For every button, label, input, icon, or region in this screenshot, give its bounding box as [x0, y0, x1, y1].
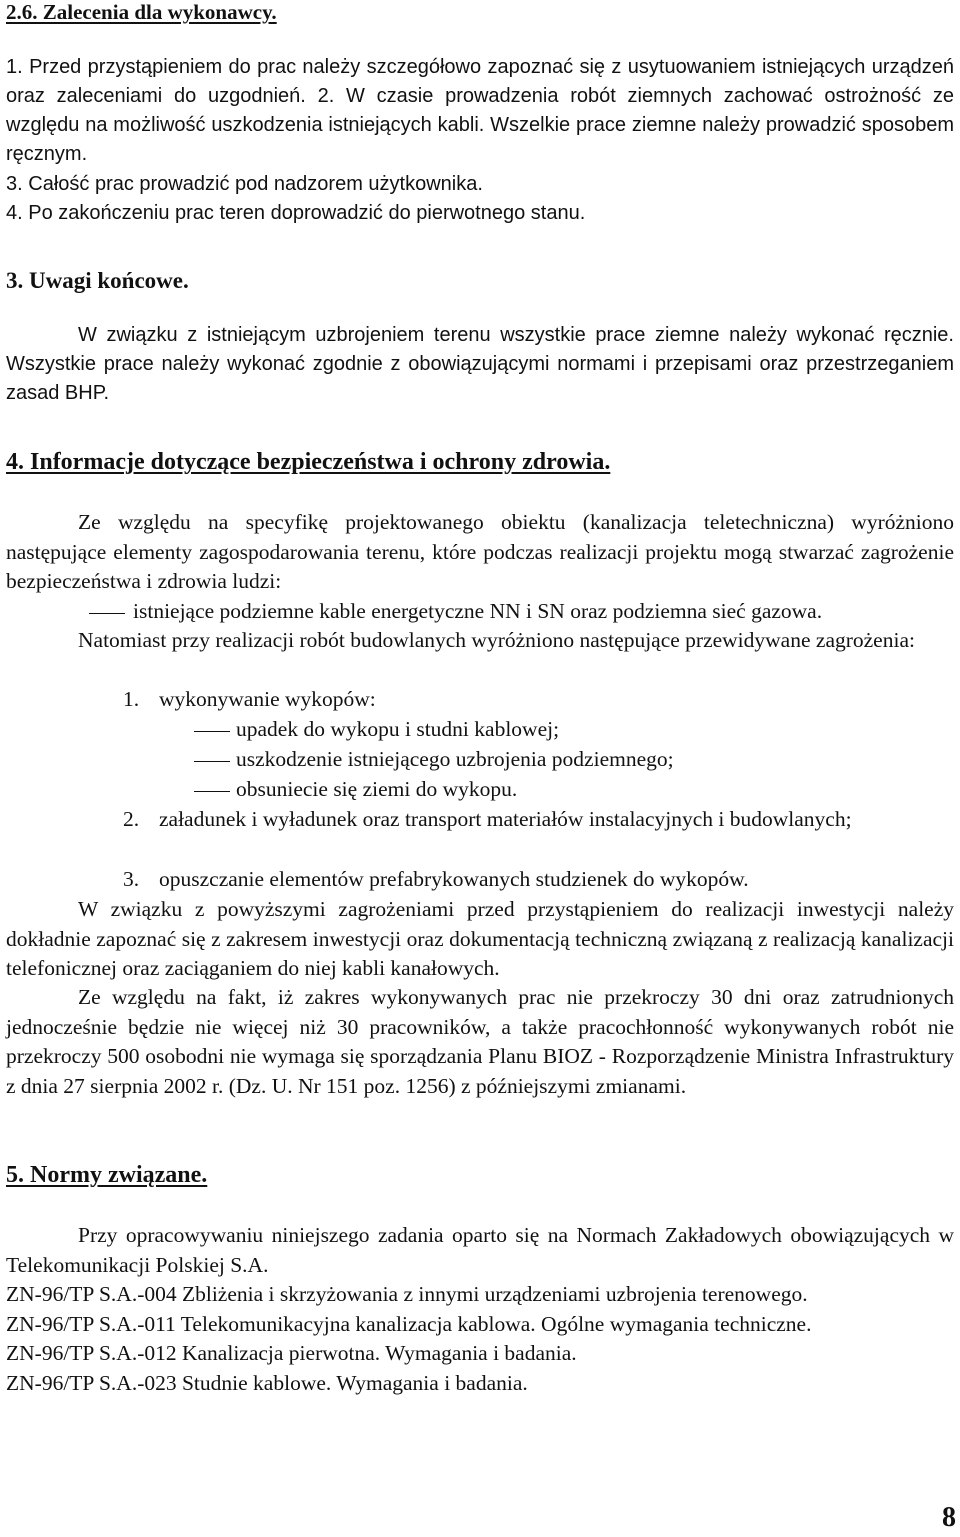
hazard-number: 1.	[123, 687, 140, 711]
hazard-number: 3.	[123, 867, 140, 891]
safety-intro: Ze względu na specyfikę projektowanego obiektu (kanalizacja teletechniczna) wyróżniono następujące elementy zagospodarowania terenu, które podczas realizacji projektu mogą stwarzać zagrożenie bezpieczeństwa i zdrowia ludzi:	[6, 510, 954, 593]
hazard-text: opuszczanie elementów prefabrykowanych studzienek do wykopów.	[159, 867, 749, 891]
item-text: Po zakończeniu prac teren doprowadzić do pierwotnego stanu.	[28, 202, 586, 224]
remarks-paragraph: W związku z istniejącym uzbrojeniem terenu wszystkie prace ziemne należy wykonać ręcznie. Wszystkie prace należy wykonać zgodnie z obowiązującymi normami i przepisami oraz przestrzeganiem zasad BHP.	[6, 324, 954, 404]
hazard-sub-1	[194, 715, 954, 745]
safety-paragraph-3: Ze względu na fakt, iż zakres wykonywanych prac nie przekroczy 30 dni oraz zatrudnionych jednocześnie będzie nie więcej niż 30 pracowników, a także pracochłonność wykonywanych robót nie przekroczy 500 osobodni nie wymaga się sporządzania Planu BIOZ - Rozporządzenie Ministra Infrastruktury z dnia 27 sierpnia 2002 r. (Dz. U. Nr 151 poz. 1256) z późniejszymi zmianami.	[6, 985, 954, 1098]
item-text: W czasie prowadzenia robót ziemnych zachować ostrożność ze względu na możliwość uszkodzenia istniejących kabli. Wszelkie prace ziemne należy prowadzić sposobem ręcznym.	[6, 85, 955, 165]
hazard-sub-text: upadek do wykopu i studni kablowej;	[236, 717, 560, 741]
item-number: 4.	[6, 202, 23, 224]
heading-final-remarks: 3. Uwagi końcowe.	[6, 268, 189, 293]
norm-item: ZN-96/TP S.A.-012 Kanalizacja pierwotna. Wymagania i badania.	[6, 1341, 577, 1365]
contractor-item-4	[6, 199, 954, 228]
norms-list	[6, 1280, 960, 1398]
hazard-item-1	[123, 685, 954, 715]
item-number: 3.	[6, 173, 23, 195]
item-number: 1.	[6, 56, 23, 78]
norm-item: ZN-96/TP S.A.-023 Studnie kablowe. Wymagania i badania.	[6, 1370, 528, 1395]
item-number: 2.	[317, 85, 335, 107]
item-text: Całość prac prowadzić pod nadzorem użytkownika.	[28, 173, 483, 195]
hazard-sub-text: uszkodzenie istniejącego uzbrojenia podziemnego;	[236, 747, 674, 771]
hazard-sub-text: obsuniecie się ziemi do wykopu.	[236, 777, 518, 801]
dash-icon	[194, 761, 230, 762]
dash-icon	[194, 791, 230, 792]
contractor-item-3	[6, 170, 954, 199]
item-text: Przed przystąpieniem do prac należy szczegółowo zapoznać się z usytuowaniem istniejących urządzeń oraz zaleceniami do uzgodnień.	[6, 56, 955, 107]
heading-contractor-recommendations: 2.6. Zalecenia dla wykonawcy.	[6, 0, 277, 24]
hazard-item-2	[123, 805, 954, 835]
hazard-item-3	[123, 865, 954, 895]
hazard-sub-3	[194, 775, 954, 805]
hazard-sub-2	[194, 745, 954, 775]
heading-related-norms: 5. Normy związane.	[6, 1162, 208, 1188]
safety-dash-item	[89, 597, 949, 627]
hazard-text: załadunek i wyładunek oraz transport materiałów instalacyjnych i budowlanych;	[159, 807, 852, 831]
dash-icon	[89, 613, 125, 614]
dash-item-text: istniejące podziemne kable energetyczne NN i SN oraz podziemna sieć gazowa.	[133, 599, 823, 623]
contractor-items	[6, 53, 954, 169]
norm-item: ZN-96/TP S.A.-004 Zbliżenia i skrzyżowania z innymi urządzeniami uzbrojenia terenowego.	[6, 1282, 808, 1306]
safety-hazards-intro: Natomiast przy realizacji robót budowlanych wyróżniono następujące przewidywane zagrożenia:	[78, 628, 915, 652]
heading-safety-info: 4. Informacje dotyczące bezpieczeństwa i ochrony zdrowia.	[6, 449, 611, 475]
norm-item: ZN-96/TP S.A.-011 Telekomunikacyjna kanalizacja kablowa. Ogólne wymagania techniczne.	[6, 1311, 812, 1336]
dash-icon	[194, 731, 230, 732]
page-number: 8	[942, 1502, 956, 1533]
hazard-text: wykonywanie wykopów:	[159, 687, 376, 711]
norms-intro: Przy opracowywaniu niniejszego zadania oparto się na Normach Zakładowych obowiązujących w Telekomunikacji Polskiej S.A.	[6, 1223, 954, 1277]
hazard-number: 2.	[123, 807, 140, 831]
safety-paragraph-2: W związku z powyższymi zagrożeniami przed przystąpieniem do realizacji inwestycji należy dokładnie zapoznać się z zakresem inwestycji oraz dokumentacją techniczną związaną z realizacją kanalizacji telefonicznej oraz zaciąganiem do niej kabli kanałowych.	[6, 897, 954, 980]
